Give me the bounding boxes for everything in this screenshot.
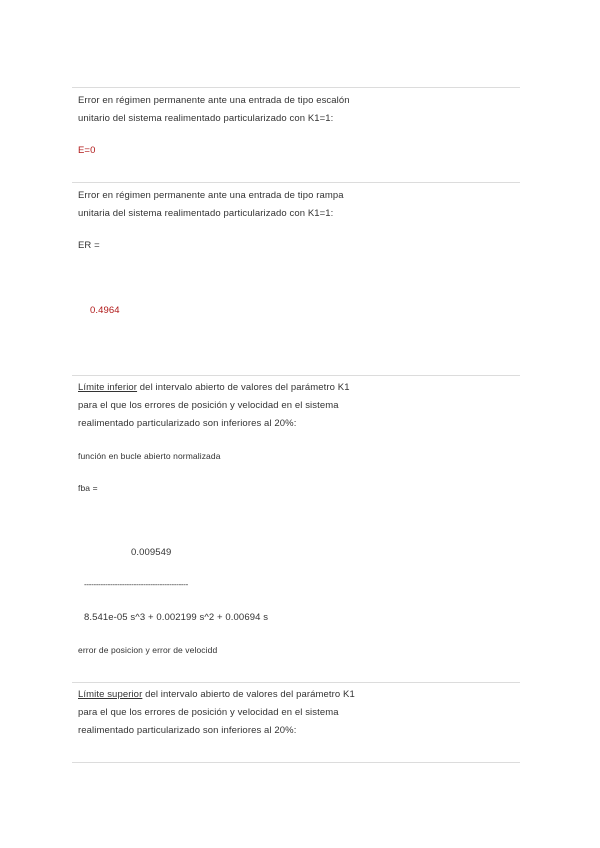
question-line: realimentado particularizado son inferiores al 20%:: [78, 725, 297, 736]
answer-value: E=0: [78, 145, 96, 156]
divider: [72, 682, 520, 683]
fraction-bar: --------------------------------------------: [84, 580, 189, 589]
question-line: realimentado particularizado son inferiores al 20%:: [78, 418, 297, 429]
question-text: del intervalo abierto de valores del parámetro K1: [137, 382, 350, 393]
question-line: para el que los errores de posición y velocidad en el sistema: [78, 707, 339, 718]
question-line: Error en régimen permanente ante una entrada de tipo escalón: [78, 95, 350, 106]
code-comment: error de posicion y error de velocidd: [78, 645, 218, 655]
underlined-term: Límite superior: [78, 689, 143, 700]
variable-label: fba =: [78, 483, 98, 493]
divider: [72, 375, 520, 376]
divider: [72, 182, 520, 183]
code-comment: función en bucle abierto normalizada: [78, 451, 221, 461]
divider: [72, 762, 520, 763]
transfer-denominator: 8.541e-05 s^3 + 0.002199 s^2 + 0.00694 s: [84, 612, 269, 623]
question-line: para el que los errores de posición y velocidad en el sistema: [78, 400, 339, 411]
question-line: unitario del sistema realimentado particularizado con K1=1:: [78, 113, 334, 124]
question-line: [78, 379, 350, 397]
question-text: del intervalo abierto de valores del parámetro K1: [142, 689, 355, 700]
underlined-term: Límite inferior: [78, 382, 138, 393]
question-line: unitaria del sistema realimentado particularizado con K1=1:: [78, 208, 334, 219]
transfer-numerator: 0.009549: [131, 547, 172, 558]
question-line: Error en régimen permanente ante una entrada de tipo rampa: [78, 190, 344, 201]
answer-value: 0.4964: [90, 305, 120, 316]
variable-label: ER =: [78, 240, 100, 251]
divider: [72, 87, 520, 88]
question-line: [78, 686, 355, 704]
